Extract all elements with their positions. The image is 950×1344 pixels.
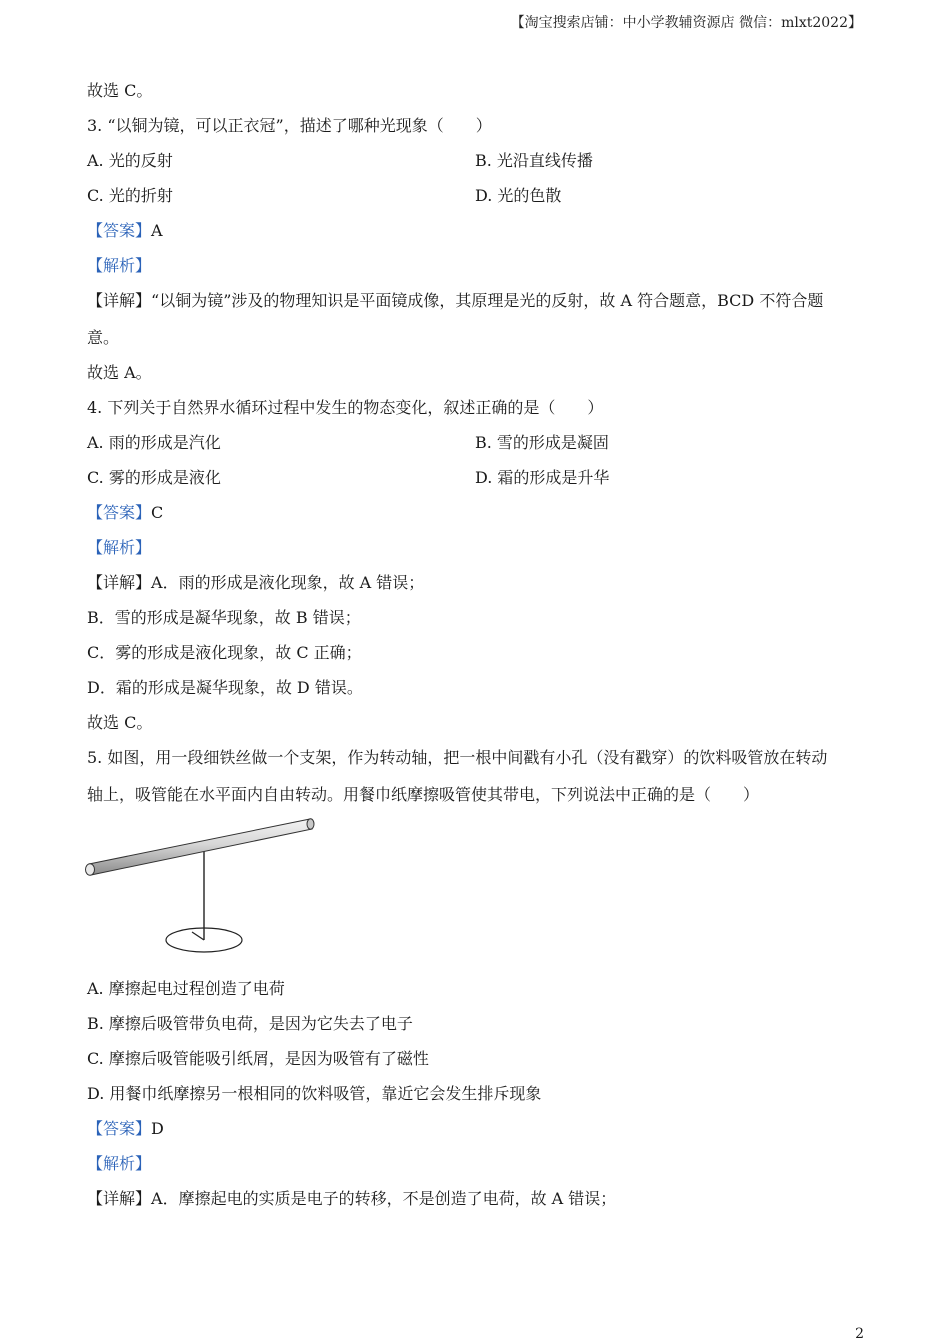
answer-tag: 【答案】 — [87, 221, 152, 240]
detail-text: A．摩擦起电的实质是电子的转移，不是创造了电荷，故 A 错误； — [151, 1189, 617, 1208]
q3-conclusion: 故选 A。 — [87, 363, 152, 382]
q5-stem-1: 5. 如图，用一段细铁丝做一个支架，作为转动轴，把一根中间戳有小孔（没有戳穿）的饮料吸管放在转动 — [87, 748, 828, 767]
q3-option-b: B. 光沿直线传播 — [475, 151, 593, 170]
q4-detail-a — [87, 572, 424, 594]
q4-stem: 4. 下列关于自然界水循环过程中发生的物态变化，叙述正确的是（ ） — [87, 398, 604, 417]
detail-tag: 【详解】 — [87, 291, 152, 310]
detail-tag: 【详解】 — [87, 1189, 152, 1208]
page-number: 2 — [855, 1326, 864, 1342]
q3-detail-2: 意。 — [87, 328, 120, 347]
q5-analysis-tag: 【解析】 — [87, 1154, 152, 1173]
q4-option-c: C. 雾的形成是液化 — [87, 468, 221, 487]
q4-detail-d: D．霜的形成是凝华现象，故 D 错误。 — [87, 678, 363, 697]
prev-conclusion: 故选 C。 — [87, 81, 153, 100]
q4-conclusion: 故选 C。 — [87, 713, 153, 732]
q3-stem: 3. “以铜为镜，可以正衣冠”，描述了哪种光现象（ ） — [87, 116, 492, 135]
q4-option-b: B. 雪的形成是凝固 — [475, 433, 609, 452]
answer-tag: 【答案】 — [87, 1119, 152, 1138]
answer-value: C — [151, 503, 164, 522]
q5-answer — [87, 1118, 164, 1140]
q5-detail-a — [87, 1188, 616, 1210]
stand-radius — [192, 932, 204, 940]
drinking-straw — [86, 819, 315, 876]
q3-option-a: A. 光的反射 — [87, 151, 173, 170]
detail-text: A．雨的形成是液化现象，故 A 错误； — [151, 573, 425, 592]
q4-answer — [87, 502, 163, 524]
q4-detail-c: C．雾的形成是液化现象，故 C 正确； — [87, 643, 362, 662]
q5-option-c: C. 摩擦后吸管能吸引纸屑，是因为吸管有了磁性 — [87, 1049, 429, 1068]
answer-value: A — [151, 221, 163, 240]
q3-option-c: C. 光的折射 — [87, 186, 173, 205]
q4-option-a: A. 雨的形成是汽化 — [87, 433, 221, 452]
q4-analysis-tag: 【解析】 — [87, 538, 152, 557]
q5-stem-2: 轴上，吸管能在水平面内自由转动。用餐巾纸摩擦吸管使其带电，下列说法中正确的是（ ） — [87, 785, 760, 804]
q3-analysis-tag: 【解析】 — [87, 256, 152, 275]
q3-option-d: D. 光的色散 — [475, 186, 562, 205]
answer-value: D — [151, 1119, 164, 1138]
q4-detail-b: B．雪的形成是凝华现象，故 B 错误； — [87, 608, 361, 627]
q5-option-d: D. 用餐巾纸摩擦另一根相同的饮料吸管，靠近它会发生排斥现象 — [87, 1084, 542, 1103]
detail-tag: 【详解】 — [87, 573, 152, 592]
answer-tag: 【答案】 — [87, 503, 152, 522]
straw-pivot-figure — [82, 812, 322, 962]
q3-answer — [87, 220, 163, 242]
q5-option-a: A. 摩擦起电过程创造了电荷 — [87, 979, 285, 998]
detail-text: “以铜为镜”涉及的物理知识是平面镜成像，其原理是光的反射，故 A 符合题意，BCD 不符合题 — [151, 291, 824, 310]
q3-detail-1 — [87, 290, 823, 312]
q5-option-b: B. 摩擦后吸管带负电荷，是因为它失去了电子 — [87, 1014, 413, 1033]
page-header: 【淘宝搜索店铺：中小学教辅资源店 微信：mlxt2022】 — [510, 15, 862, 31]
q4-option-d: D. 霜的形成是升华 — [475, 468, 610, 487]
